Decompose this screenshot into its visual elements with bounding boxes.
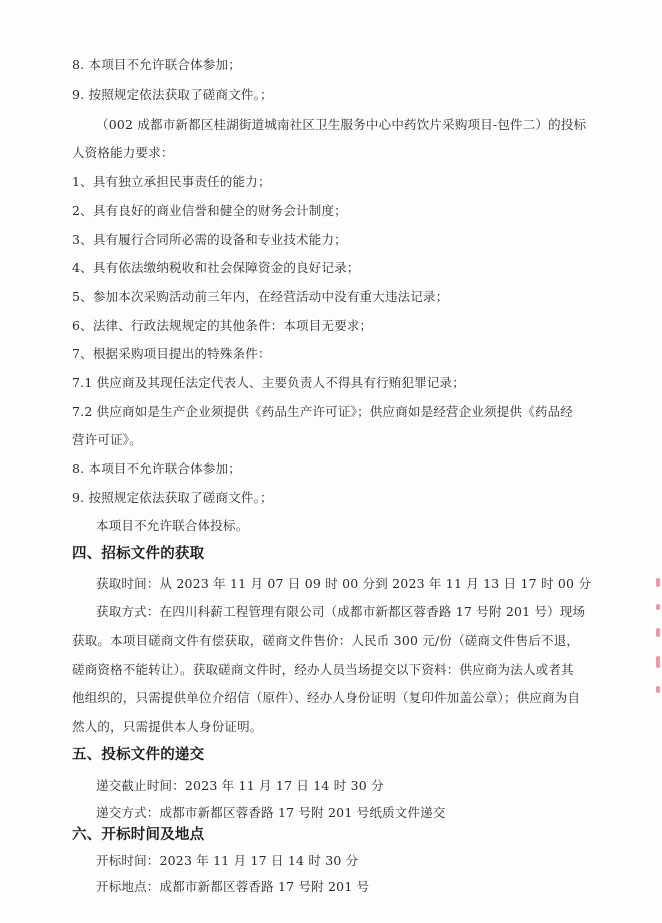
requirement-1: 1、具有独立承担民事责任的能力； — [72, 174, 271, 189]
section-heading-5: 五、投标文件的递交 — [72, 747, 205, 763]
requirement-5: 5、参加本次采购活动前三年内，在经营活动中没有重大违法记录； — [72, 289, 449, 304]
section-heading-6: 六、开标时间及地点 — [72, 827, 205, 843]
package-two-intro: （002 成都市新都区桂湖街道城南社区卫生服务中心中药饮片采购项目-包件二）的投标 — [96, 117, 587, 132]
requirement-7-1: 7.1 供应商及其现任法定代表人、主要负责人不得具有行贿犯罪记录； — [72, 375, 465, 390]
requirement-7-2-cont: 营许可证》。 — [72, 432, 142, 447]
opening-location: 开标地点：成都市新都区蓉香路 17 号附 201 号 — [96, 879, 370, 894]
obtain-method-cont-1: 获取。本项目磋商文件有偿获取，磋商文件售价：人民币 300 元/份（磋商文件售后不退， — [72, 633, 580, 648]
clause-8-no-consortium: 8. 本项目不允许联合体参加； — [72, 57, 241, 72]
obtain-method-cont-2: 磋商资格不能转让）。获取磋商文件时，经办人员当场提交以下资料：供应商为法人或者其 — [72, 662, 574, 677]
seal-stamp-edge — [652, 568, 662, 718]
no-consortium-bid: 本项目不允许联合体投标。 — [96, 518, 249, 533]
section-heading-4: 四、招标文件的获取 — [72, 546, 205, 562]
requirement-7-2: 7.2 供应商如是生产企业须提供《药品生产许可证》；供应商如是经营企业须提供《药品经 — [72, 404, 574, 419]
clause-8-no-consortium-2: 8. 本项目不允许联合体参加； — [72, 461, 241, 476]
clause-9-obtained-docs-2: 9. 按照规定依法获取了磋商文件。； — [72, 490, 273, 505]
package-two-intro-cont: 人资格能力要求： — [72, 145, 174, 160]
obtain-method-cont-3: 他组织的，只需提供单位介绍信（原件）、经办人身份证明（复印件加盖公章）；供应商为自 — [72, 690, 581, 705]
obtain-method: 获取方式：在四川科薪工程管理有限公司（成都市新都区蓉香路 17 号附 201 号）现场 — [96, 604, 586, 619]
requirement-2: 2、具有良好的商业信誉和健全的财务会计制度； — [72, 203, 347, 218]
requirement-3: 3、具有履行合同所必需的设备和专业技术能力； — [72, 232, 347, 247]
requirement-6: 6、法律、行政法规规定的其他条件：本项目无要求； — [72, 318, 373, 333]
obtain-method-cont-4: 然人的，只需提供本人身份证明。 — [72, 719, 263, 734]
clause-9-obtained-docs: 9. 按照规定依法获取了磋商文件。； — [72, 87, 273, 102]
opening-time: 开标时间：2023 年 11 月 17 日 14 时 30 分 — [96, 853, 359, 868]
submit-deadline: 递交截止时间：2023 年 11 月 17 日 14 时 30 分 — [96, 778, 384, 793]
requirement-7: 7、根据采购项目提出的特殊条件： — [72, 346, 271, 361]
obtain-time: 获取时间：从 2023 年 11 月 07 日 09 时 00 分到 2023 年 11 月 13 日 17 时 00 分 — [96, 576, 592, 591]
submit-method: 递交方式：成都市新都区蓉香路 17 号附 201 号纸质文件递交 — [96, 805, 446, 820]
requirement-4: 4、具有依法缴纳税收和社会保障资金的良好记录； — [72, 260, 360, 275]
